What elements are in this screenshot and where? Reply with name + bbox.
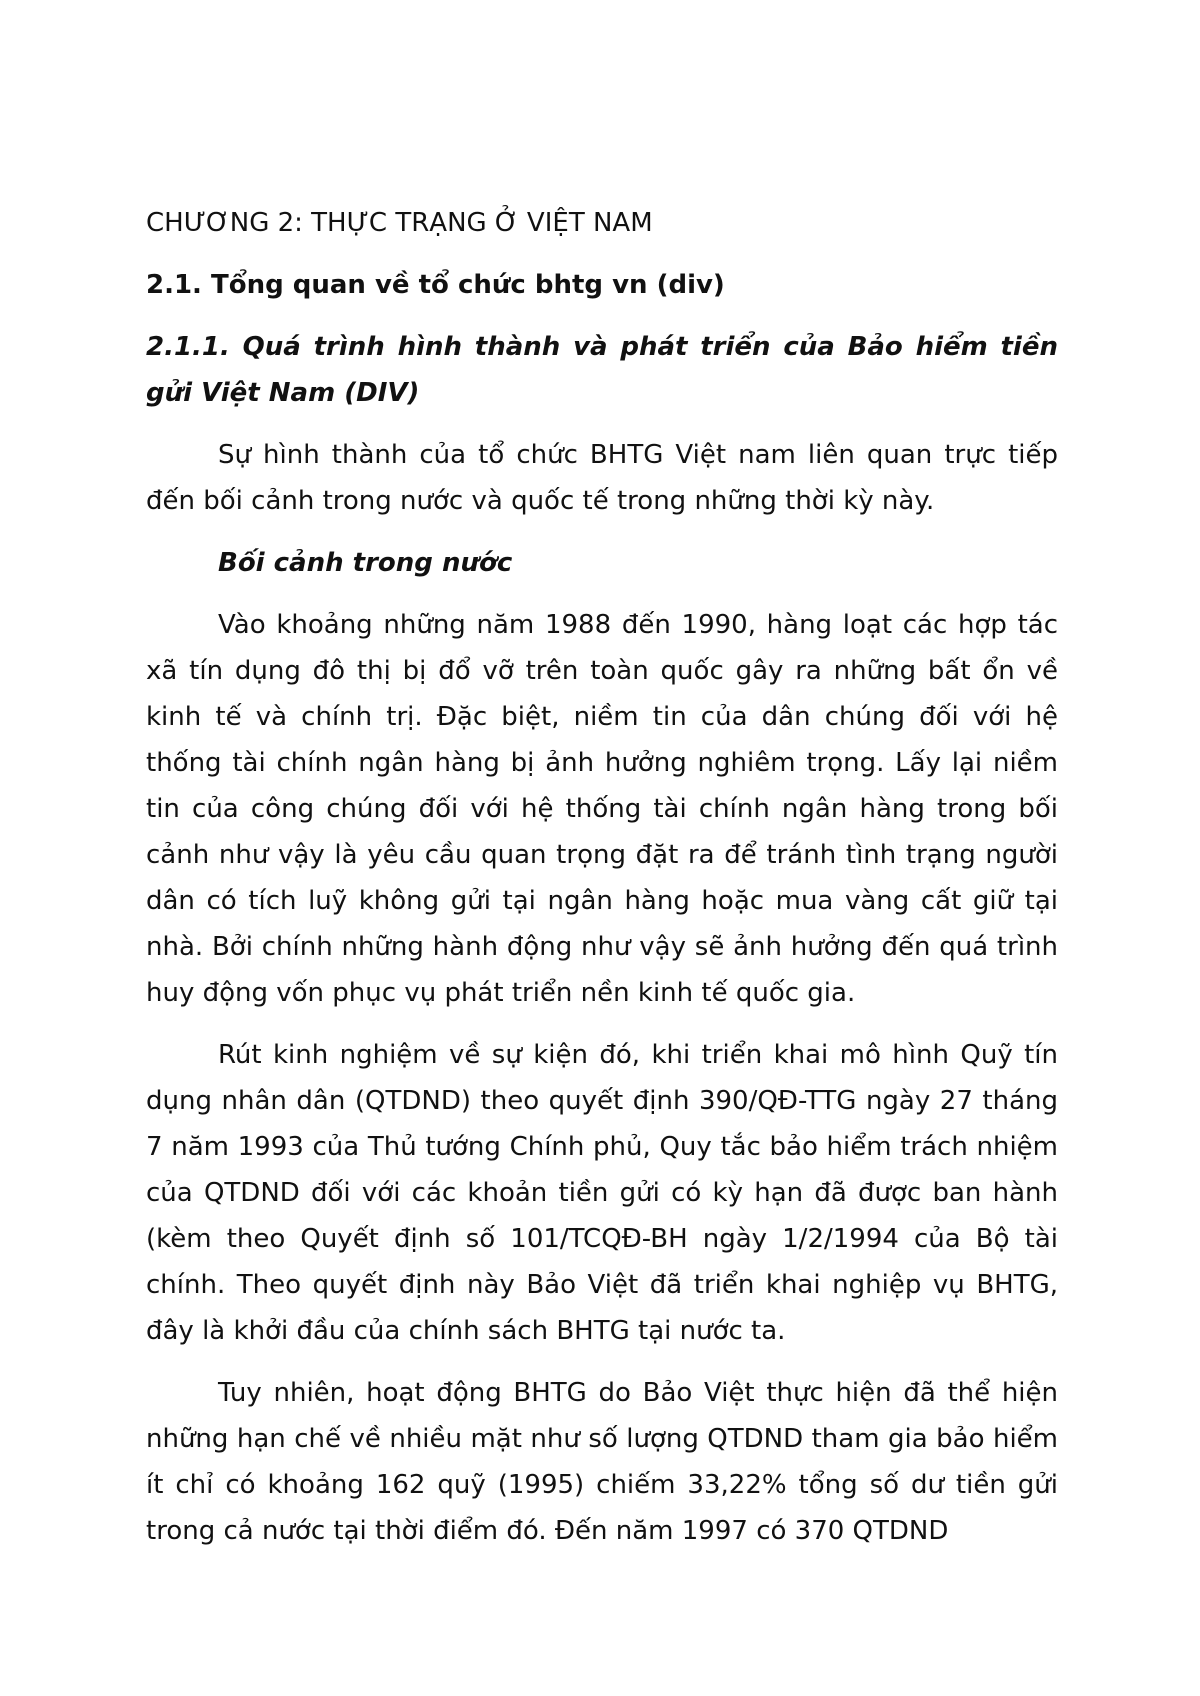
page-content	[146, 200, 1058, 1570]
paragraph-3: Tuy nhiên, hoạt động BHTG do Bảo Việt thực hiện đã thể hiện những hạn chế về nhiều mặt như số lượng QTDND tham gia bảo hiểm ít chỉ có khoảng 162 quỹ (1995) chiếm 33,22% tổng số dư tiền gửi trong cả nước tại thời điểm đó. Đến năm 1997 có 370 QTDND	[146, 1378, 1058, 1546]
paragraph-2: Rút kinh nghiệm về sự kiện đó, khi triển khai mô hình Quỹ tín dụng nhân dân (QTDND) theo quyết định 390/QĐ-TTG ngày 27 tháng 7 năm 1993 của Thủ tướng Chính phủ, Quy tắc bảo hiểm trách nhiệm của QTDND đối với các khoản tiền gửi có kỳ hạn đã được ban hành (kèm theo Quyết định số 101/TCQĐ-BH ngày 1/2/1994 của Bộ tài chính. Theo quyết định này Bảo Việt đã triển khai nghiệp vụ BHTG, đây là khởi đầu của chính sách BHTG tại nước ta.	[146, 1040, 1058, 1346]
subsection-title: 2.1.1. Quá trình hình thành và phát triển của Bảo hiểm tiền gửi Việt Nam (DIV)	[146, 332, 1058, 408]
paragraph-intro: Sự hình thành của tổ chức BHTG Việt nam liên quan trực tiếp đến bối cảnh trong nước và quốc tế trong những thời kỳ này.	[146, 440, 1058, 516]
section-title: 2.1. Tổng quan về tổ chức bhtg vn (div)	[146, 270, 725, 300]
subheading-domestic-context: Bối cảnh trong nước	[218, 548, 513, 578]
paragraph-1: Vào khoảng những năm 1988 đến 1990, hàng loạt các hợp tác xã tín dụng đô thị bị đổ vỡ trên toàn quốc gây ra những bất ổn về kinh tế và chính trị. Đặc biệt, niềm tin của dân chúng đối với hệ thống tài chính ngân hàng bị ảnh hưởng nghiêm trọng. Lấy lại niềm tin của công chúng đối với hệ thống tài chính ngân hàng trong bối cảnh như vậy là yêu cầu quan trọng đặt ra để tránh tình trạng người dân có tích luỹ không gửi tại ngân hàng hoặc mua vàng cất giữ tại nhà. Bởi chính những hành động như vậy sẽ ảnh hưởng đến quá trình huy động vốn phục vụ phát triển nền kinh tế quốc gia.	[146, 610, 1058, 1008]
chapter-title: CHƯƠNG 2: THỰC TRẠNG Ở VIỆT NAM	[146, 208, 653, 238]
